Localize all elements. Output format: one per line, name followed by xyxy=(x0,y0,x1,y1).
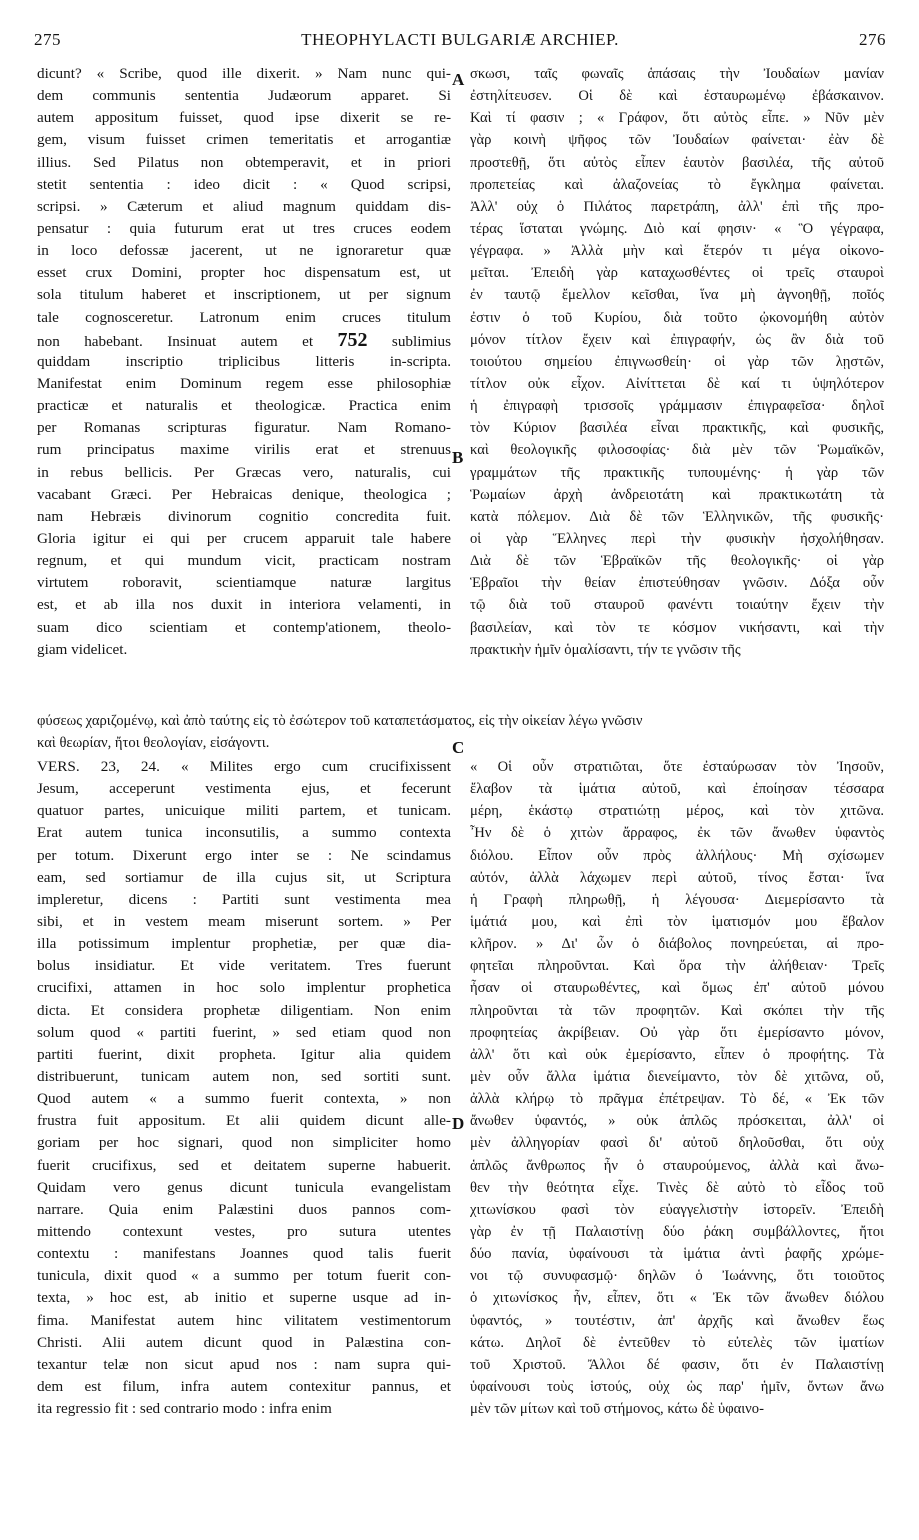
greek-text-line: μὲν οὖν ἄλλα ἱμάτια διενείμαντο, τὸν δὲ χιτῶνα, οὔ, xyxy=(470,1068,884,1085)
greek-text-line: καὶ θεωρίαν, ἤτοι θεολογίαν, εἰσάγοντι. xyxy=(37,735,270,752)
page-number-right: 276 xyxy=(859,30,886,49)
latin-text-line: texantur telæ non sicut apud nos : nam supra qui- xyxy=(37,1355,451,1373)
latin-text-line: illius. Sed Pilatus non obtemperavit, et in priori xyxy=(37,153,451,171)
greek-text-line: Ῥωμαίων ἀρχὴ ἀνδρειοτάτη καὶ πρακτικωτάτη τὰ xyxy=(470,486,884,503)
latin-text-line: nam Hebræis divinorum cognitio concredita fuit. xyxy=(37,507,451,525)
greek-text-line: οἱ γὰρ Ἕλληνες περὶ τὴν φυσικὴν ἠσχολήθησαν. xyxy=(470,530,884,547)
greek-text-line: Καὶ τί φασιν ; « Γράφον, ὅτι αὐτὸς εἶπε. » Νῦν μὲν xyxy=(470,110,884,127)
greek-text-line: τοῦ Χριστοῦ. Ἄλλοι δέ φασιν, ὅτι ἐν Παλαιστίνῃ xyxy=(470,1356,884,1373)
latin-text-line: dem est filum, infra autem contexitur pannus, et xyxy=(37,1377,451,1395)
greek-text-line: τίτλον οὐκ εἶχον. Αἰνίττεται δὲ καί τι ὑψηλότερον xyxy=(470,375,884,392)
greek-text-line: ἡ Γραφὴ πληρωθῇ, ἡ λέγουσα· Διεμερίσαντο τὰ xyxy=(470,891,884,908)
greek-full-width-lines xyxy=(37,710,884,754)
running-title: THEOPHYLACTI BULGARIÆ ARCHIEP. xyxy=(301,30,619,49)
latin-text-line: per Romanas scripturas figuratur. Nam Romano- xyxy=(37,419,451,437)
greek-text-line: τῷ διὰ τοῦ σταυροῦ φανέντι τοιαύτην ἔχειν τὴν xyxy=(470,597,884,614)
section-marker-b: B xyxy=(452,448,464,467)
page-header xyxy=(34,30,886,56)
latin-text-line: dicta. Et considera prophetæ diligentiam. Non enim xyxy=(37,1001,451,1019)
latin-text-line: esset crux Domini, propter hoc dispensatum est, ut xyxy=(37,264,451,282)
latin-text-line: Quidam vero genus dicunt tunicula evangelistam xyxy=(37,1178,451,1196)
greek-text-line: Ἦν δὲ ὁ χιτὼν ἄρραφος, ἐκ τῶν ἄνωθεν ὑφαντὸς xyxy=(470,825,884,842)
greek-text-line: ἐστιν ὁ τοῦ Κυρίου, διὰ τοῦτο ᾠκονομήθη αὐτὸν xyxy=(470,309,884,326)
greek-text-line: ἔλαβον τὰ ἱμάτια αὐτοῦ, καὶ ἐποίησαν τέσσαρα xyxy=(470,781,884,798)
latin-text-line: stetit sententia : ideo dicit : « Quod scripsi, xyxy=(37,175,451,193)
latin-column-bottom xyxy=(37,756,451,1420)
latin-text-line: regnum, et qui mundum vicit, practicam nostram xyxy=(37,552,451,570)
latin-text-line: contextu : manifestans Joannes quod talis fuerit xyxy=(37,1245,451,1263)
greek-text-line: Ἀλλ' οὐχ ὁ Πιλάτος παρετράπη, ἀλλ' ἐπὶ τῆς προ- xyxy=(470,198,884,215)
latin-text-line: dem communis sententia Judæorum apparet. Si xyxy=(37,87,451,105)
latin-text-line: autem appositum fuisset, quod ipse dixerit se re- xyxy=(37,109,451,127)
greek-text-line: γὰρ ἐν τῇ Παλαιστίνῃ δύο ῥάκη συμβάλλοντες, ἤτοι xyxy=(470,1223,884,1240)
latin-text-line: crucifixi, attamen in hoc solo implentur prophetica xyxy=(37,979,451,997)
greek-text-line: θεν τὴν θεότητα εἶχε. Τινὲς δὲ αὐτὸ τὸ εἶδος τοῦ xyxy=(470,1179,884,1196)
latin-text-line: Jesum, acceperunt vestimenta ejus, et fecerunt xyxy=(37,780,451,798)
latin-text-line: fuerit crucifixus, sed et deitatem superne habuerit. xyxy=(37,1156,451,1174)
greek-text-line: μεῖται. Ἐπειδὴ γὰρ καταχωσθέντες οἱ τρεῖς σταυροὶ xyxy=(470,265,884,282)
greek-text-line: Διὰ δὲ τῶν Ἑβραϊκῶν τῆς θεολογικῆς· οἱ γὰρ xyxy=(470,553,884,570)
greek-text-line: ἐστηλίτευσεν. Οἱ δὲ καὶ ἐσταυρωμένῳ ἐβάσκαινον. xyxy=(470,88,884,105)
latin-text-line: Manifestat enim Dominum regem esse philosophiæ xyxy=(37,374,451,392)
latin-text-line: suam dico scientiam et contemp'ationem, theolo- xyxy=(37,618,451,636)
greek-text-line: νοι τῷ συνυφασμῷ· δηλῶν ὁ Ἰωάννης, ὅτι τοιοῦτος xyxy=(470,1268,884,1285)
latin-text-line: quatuor partes, unicuique militi partem, et tunicam. xyxy=(37,802,451,820)
latin-text-line: rum principatus maxime virilis erat et strenuus xyxy=(37,441,451,459)
latin-text-line: mittendo contexunt vestes, pro sutura utentes xyxy=(37,1222,451,1240)
greek-text-line: βασιλείαν, καὶ τὸν τε κόσμον νικήσαντι, καὶ τὴν xyxy=(470,619,884,636)
greek-text-line: καὶ θεολογικῆς φιλοσοφίας· διὰ μὲν τῶν Ῥωμαϊκῶν, xyxy=(470,442,884,459)
text-fragment: non habebant. Insinuat autem et xyxy=(37,332,314,350)
greek-text-line: ἀλλ' ὅτι καὶ οὐκ ἐμερίσαντο, εἶπεν ὁ προφήτης. Τὰ xyxy=(470,1046,884,1063)
section-marker-a: A xyxy=(452,70,465,89)
greek-text-line: ἐν ταυτῷ ἔμελλον κεῖσθαι, ἵνα μὴ ἀγνοηθῇ, ποῖός xyxy=(470,287,884,304)
latin-text-line: in loco defossæ jacerent, ut ne ignoraretur quæ xyxy=(37,242,451,260)
greek-text-line: ἱμάτιά μου, καὶ ἐπὶ τὸν ἱματισμόν μου ἔβαλον xyxy=(470,913,884,930)
greek-text-line: σκωσι, ταῖς φωναῖς ἁπάσαις τὴν Ἰουδαίων μανίαν xyxy=(470,66,884,82)
latin-text-line: Quod autem « a summo fuerit contexta, » non xyxy=(37,1090,451,1108)
latin-text-line: distribuerunt, tunicam autem non, sed sortiti sunt. xyxy=(37,1067,451,1085)
latin-text-line: virtutem roboravit, scientiamque naturæ largitus xyxy=(37,574,451,592)
latin-text-line: frustra fuit appositum. Et alii quidem dicunt alle- xyxy=(37,1112,451,1130)
section-marker-c: C xyxy=(452,738,465,757)
greek-column-bottom xyxy=(470,756,884,1420)
latin-text-line: vacabant Græci. Per Hebraicas denique, theologica ; xyxy=(37,485,451,503)
column-number: 752 xyxy=(337,328,368,351)
greek-text-line: προφητείας ἀκρίβειαν. Οὐ γὰρ ὅτι ἐμερίσαντο μόνον, xyxy=(470,1024,884,1041)
greek-text-line: ἦσαν οἱ σταυρωθέντες, καὶ ὅμως ἐπ' αὐτοῦ μόνου xyxy=(470,980,884,997)
latin-text-line: ita regressio fit : sed contrario modo : infra enim xyxy=(37,1400,332,1418)
text-fragment: sublimius xyxy=(391,332,451,350)
latin-text-line: dicunt? « Scribe, quod ille dixerit. » Nam nunc qui- xyxy=(37,65,451,82)
greek-text-line: ἡ ἐπιγραφὴ τρισσοῖς γράμμασιν ἐπιγραφεῖσα· δηλοῖ xyxy=(470,398,884,415)
latin-text-line: Gloria igitur ei qui per crucem apparuit tale habere xyxy=(37,529,451,547)
greek-text-line: κάτω. Δηλοῖ δὲ ἐντεῦθεν τὸ εὐτελὲς τῶν ἱματίων xyxy=(470,1334,884,1351)
latin-text-line: impleretur, dicens : Partiti sunt vestimenta mea xyxy=(37,890,451,908)
greek-text-line: γέγραφα. » Ἀλλὰ μὴν καὶ ἕτερόν τι μέγα οἰκονο- xyxy=(470,243,884,260)
latin-text-line: gem, visum fuisset crimen temeritatis et arrogantiæ xyxy=(37,131,451,149)
greek-text-line: κατὰ πόλεμον. Διὰ δὲ τῶν Ἑλληνικῶν, τῆς φυσικῆς· xyxy=(470,508,884,525)
latin-column-top xyxy=(37,63,451,661)
greek-text-line: Ἑβραῖοι τὴν θείαν ἐπιστεύθησαν γνῶσιν. Δόξα οὖν xyxy=(470,575,884,592)
latin-text-line: solum quod « partiti fuerint, » sed etiam quod non xyxy=(37,1023,451,1041)
latin-text-line: sibi, et in vestem meam miserunt sortem. » Per xyxy=(37,912,451,930)
latin-text-line: bolus insidiatur. Et vide veritatem. Tres fuerunt xyxy=(37,957,451,975)
latin-text-line: partiti fuerint, dixit propheta. Igitur alia quidem xyxy=(37,1045,451,1063)
greek-text-line: φύσεως χαριζομένῳ, καὶ ἀπὸ ταύτης εἰς τὸ ἐσώτερον τοῦ καταπετάσματος, εἰς τὴν οἰκείαν λέγω γνῶσιν xyxy=(37,713,643,729)
greek-text-line: κλῆρον. » Δι' ὧν ὁ διάβολος πονηρεύεται, αἱ προ- xyxy=(470,936,884,953)
latin-text-line: goriam per hoc signari, quod non simpliciter homo xyxy=(37,1134,451,1152)
greek-text-line: « Οἱ οὖν στρατιῶται, ὅτε ἐσταύρωσαν τὸν Ἰησοῦν, xyxy=(470,759,884,775)
latin-text-line: pensatur : quia futurum erat ut tres cruces eodem xyxy=(37,219,451,237)
greek-column-top xyxy=(470,63,884,661)
latin-text-line: in rebus bellicis. Per Græcas vero, naturalis, cui xyxy=(37,463,451,481)
latin-text-line: Christi. Alii autem dicunt quod in Palæstina con- xyxy=(37,1333,451,1351)
latin-text-line: texta, » hoc est, ab initio et superne usque ad in- xyxy=(37,1289,451,1307)
latin-text-line: fima. Manifestat autem hinc vilitatem vestimentorum xyxy=(37,1311,451,1329)
greek-text-line: χιτωνίσκου φασὶ τὸν εὐαγγελιστὴν ἱστορεῖν. Ἐπειδὴ xyxy=(470,1201,884,1218)
greek-text-line: τὸν Κύριον βασιλέα εἶναι πρακτικῆς, καὶ φυσικῆς, xyxy=(470,420,884,437)
latin-text-line: eam, sed sortiamur de illa cujus sit, ut Scriptura xyxy=(37,868,451,886)
greek-text-line: προστεθῇ, ὅτι αὐτὸς εἶπεν ἑαυτὸν βασιλέα, τῆς αὐτοῦ xyxy=(470,154,884,171)
latin-text-line: VERS. 23, 24. « Milites ergo cum crucifixissent xyxy=(37,758,451,775)
greek-text-line: φητεῖαι πληροῦνται. Καὶ ὅρα τὴν ἀλήθειαν· Τρεῖς xyxy=(470,958,884,975)
latin-text-line: tale cognosceretur. Latronum enim cruces titulum xyxy=(37,308,451,326)
page-number-left: 275 xyxy=(34,30,61,49)
greek-text-line: ἀλλὰ κλήρῳ τὸ πρᾶγμα ἐπέτρεψαν. Τὸ δέ, « Ἐκ τῶν xyxy=(470,1091,884,1108)
greek-text-line: γραμμάτων τῆς πρακτικῆς τυπουμένης· ἡ γὰρ τῶν xyxy=(470,464,884,481)
latin-text-line: tunicula, dixit quod « a summo per totum fuerit con- xyxy=(37,1267,451,1285)
greek-text-line: ἁπλῶς ἄνθρωπος ἦν ὁ σταυρούμενος, ἀλλὰ καὶ ἄνω- xyxy=(470,1157,884,1174)
greek-text-line: ἄνωθεν ὑφαντός, » οὐκ ἁπλῶς πρόσκειται, ἀλλ' οἱ xyxy=(470,1113,884,1130)
latin-text-line: sola titulum haberet et inscriptionem, ut per signum xyxy=(37,286,451,304)
greek-text-line: ὑφαντός, » τουτέστιν, ἀπ' ἀρχῆς καὶ ἄνωθεν ἕως xyxy=(470,1312,884,1329)
latin-text-line: Erat autem tunica inconsutilis, a summo contexta xyxy=(37,824,451,842)
greek-text-line: δύο πανία, ὑφαίνουσι τὰ ἱμάτια ἀντὶ ῥαφῆς χρώμε- xyxy=(470,1246,884,1263)
latin-text-line: narrare. Quia enim Palæstini duos pannos com- xyxy=(37,1200,451,1218)
latin-text-line: quiddam inscriptio triplicibus litteris in-scripta. xyxy=(37,352,451,370)
latin-text-line xyxy=(37,329,451,351)
greek-text-line: ὑφαίνουσι τοὺς ἱστούς, οὐχ ὡς παρ' ἡμῖν, ὄντων ἄνω xyxy=(470,1378,884,1395)
latin-text-line: est, et ab illa nos duxit in interiora velamenti, in xyxy=(37,596,451,614)
greek-text-line: πρακτικὴν ἡμῖν ὁμαλίσαντι, τήν τε γνῶσιν τῆς xyxy=(470,641,741,658)
latin-text-line: per totum. Dixerunt ergo inter se : Ne scindamus xyxy=(37,846,451,864)
section-marker-d: D xyxy=(452,1114,465,1133)
latin-text-line: illa potissimum implentur prophetiæ, per quæ dia- xyxy=(37,935,451,953)
greek-text-line: πληροῦνται τὰ τῶν προφητῶν. Καὶ σκόπει τὴν τῆς xyxy=(470,1002,884,1019)
latin-text-line: scripsi. » Cæterum et aliud magnum quiddam dis- xyxy=(37,197,451,215)
greek-text-line: διόλου. Εἶπον οὖν πρὸς ἀλλήλους· Μὴ σχίσωμεν xyxy=(470,847,884,864)
greek-text-line: τέρας ἵσταται γνώμης. Διὸ καί φησιν· « Ὃ γέγραφα, xyxy=(470,220,884,237)
greek-text-line: μέρη, ἑκάστῳ στρατιώτῃ μέρος, καὶ τὸν χιτῶνα. xyxy=(470,803,884,820)
greek-text-line: μὲν ἀλληγορίαν φασὶ δι' αὐτοῦ δηλοῦσθαι, ὅτι οὐχ xyxy=(470,1135,884,1152)
greek-text-line: μόνον τίτλον ἔχειν καὶ ἐπιγραφήν, ὡς ἂν διὰ τοῦ xyxy=(470,331,884,348)
greek-text-line: μὲν τῶν μίτων καὶ τοῦ στήμονος, κάτω δὲ ὑφαινο- xyxy=(470,1401,764,1418)
greek-text-line: ὁ χιτωνίσκος ἦν, εἶπεν, ὅτι « Ἐκ τῶν ἄνωθεν διόλου xyxy=(470,1290,884,1307)
greek-text-line: αὐτόν, ἀλλὰ λάχωμεν περὶ αὐτοῦ, τίνος ἔσται· ἵνα xyxy=(470,869,884,886)
greek-text-line: προπετείας καὶ ἀλαζονείας τὸ ἔγκλημα φαίνεται. xyxy=(470,176,884,193)
greek-text-line: γὰρ κοινὴ ψῆφος τῶν Ἰουδαίων φαίνεται· ἐὰν δὲ xyxy=(470,132,884,149)
latin-text-line: practicæ et naturalis et theologicæ. Practica enim xyxy=(37,397,451,415)
latin-text-line: giam videlicet. xyxy=(37,640,128,658)
greek-text-line: τοιούτου σημείου ἐπιγνωσθείη· οἱ γὰρ τῶν λῃστῶν, xyxy=(470,353,884,370)
